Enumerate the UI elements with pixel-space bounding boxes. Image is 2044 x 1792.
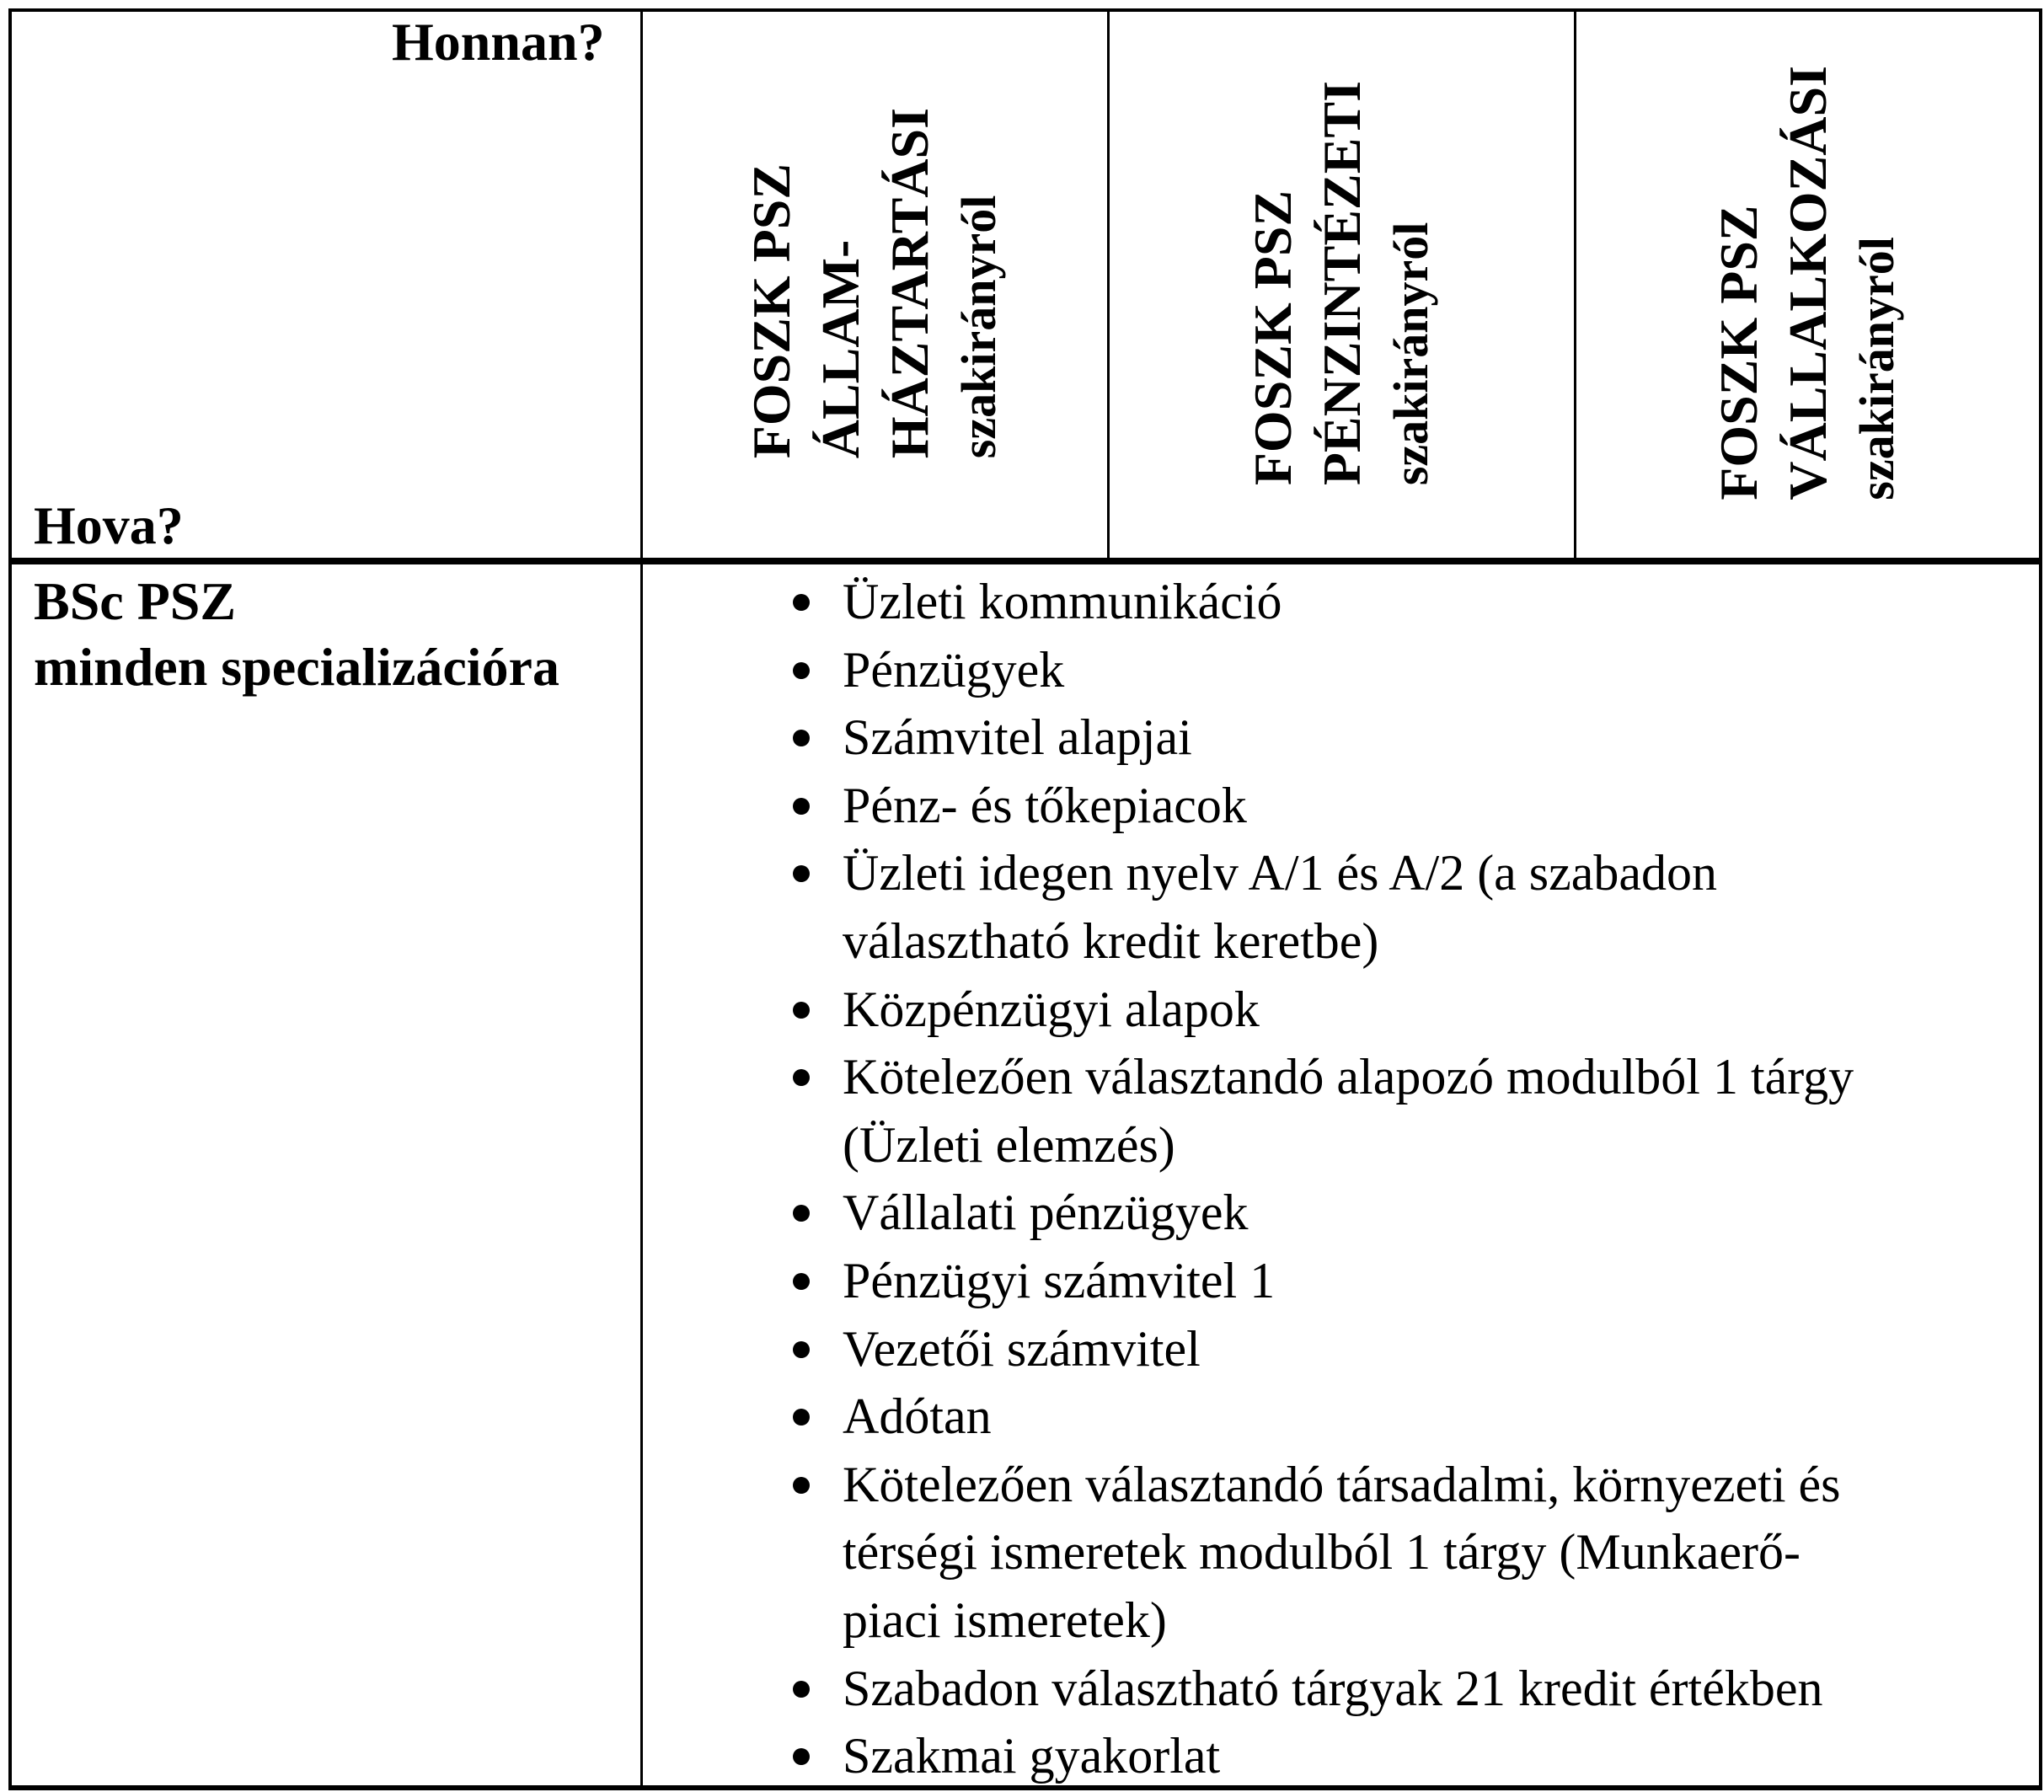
list-item-text: Közpénzügyi alapok — [843, 981, 1260, 1037]
list-item-text: Pénzügyek — [843, 641, 1065, 698]
table-top-border — [10, 8, 2041, 12]
header-bottom-border — [10, 558, 2041, 564]
column-divider — [1574, 8, 1576, 561]
list-item-text: választható kredit keretbe) — [843, 912, 1379, 969]
list-item-text: Pénz- és tőkepiacok — [843, 777, 1247, 833]
corner-from-label: Honnan? — [392, 12, 605, 72]
column-header-suffix: szakirányról — [1383, 222, 1438, 486]
list-item-text: Számvitel alapjai — [843, 709, 1192, 766]
list-item-text: Vállalati pénzügyek — [843, 1185, 1249, 1241]
list-item-text: Kötelezően választandó társadalmi, környezeti és — [843, 1456, 1841, 1512]
column-header-line: HÁZTARTÁSI — [880, 107, 939, 459]
list-item — [788, 1043, 2001, 1179]
list-item — [788, 568, 2001, 636]
list-item — [788, 1451, 2001, 1655]
list-item — [788, 1722, 2001, 1790]
column-header-suffix: szakirányról — [1849, 237, 1904, 500]
list-item-text: Adótan — [843, 1388, 992, 1445]
column-header-suffix: szakirányról — [951, 195, 1006, 459]
list-item-text: Szakmai gyakorlat — [843, 1728, 1221, 1784]
list-item-text: térségi ismeretek modulból 1 tárgy (Munkaerő- — [843, 1524, 1801, 1581]
list-item-text: Szabadon választható tárgyak 21 kredit értékben — [843, 1660, 1823, 1716]
column-divider — [1107, 8, 1110, 561]
list-item — [788, 976, 2001, 1044]
column-header-line: FOSZK PSZ — [741, 163, 801, 459]
list-item — [788, 772, 2001, 840]
course-list — [788, 568, 2001, 1790]
list-item-text: piaci ismeretek) — [843, 1591, 1167, 1648]
list-item — [788, 1383, 2001, 1451]
column-header-line: VÁLLALKOZÁSI — [1778, 66, 1838, 500]
list-item-text: Üzleti kommunikáció — [843, 574, 1282, 629]
column-header-line: FOSZK PSZ — [1243, 190, 1303, 486]
list-item — [788, 839, 2001, 975]
list-item — [788, 1179, 2001, 1247]
list-item — [788, 1655, 2001, 1723]
list-item-text: Vezetői számvitel — [843, 1320, 1201, 1377]
list-item — [788, 1247, 2001, 1315]
column-header-line: FOSZK PSZ — [1709, 205, 1768, 500]
column-divider — [640, 8, 643, 1790]
list-item-text: Kötelezően választandó alapozó modulból 1 tárgy — [843, 1049, 1854, 1105]
list-item — [788, 703, 2001, 772]
table-left-border — [8, 8, 12, 1790]
list-item-text: Pénzügyi számvitel 1 — [843, 1252, 1276, 1308]
column-header-vallalkozasi — [1577, 17, 2039, 549]
list-item — [788, 1315, 2001, 1383]
list-item-text: (Üzleti elemzés) — [843, 1116, 1175, 1173]
list-item-text: Üzleti idegen nyelv A/1 és A/2 (a szabadon — [843, 845, 1718, 901]
corner-to-label: Hova? — [34, 495, 184, 555]
row-label — [34, 569, 559, 700]
row-label-line: BSc PSZ — [34, 571, 237, 631]
list-item — [788, 636, 2001, 704]
column-header-line: ÁLLAM- — [811, 239, 870, 459]
column-header-line: PÉNZINTÉZETI — [1312, 80, 1372, 486]
table-right-border — [2039, 8, 2042, 1790]
column-header-penzintezeti — [1110, 17, 1574, 549]
row-label-line: minden specializációra — [34, 637, 559, 697]
column-header-allamhaztartasi — [644, 17, 1107, 549]
